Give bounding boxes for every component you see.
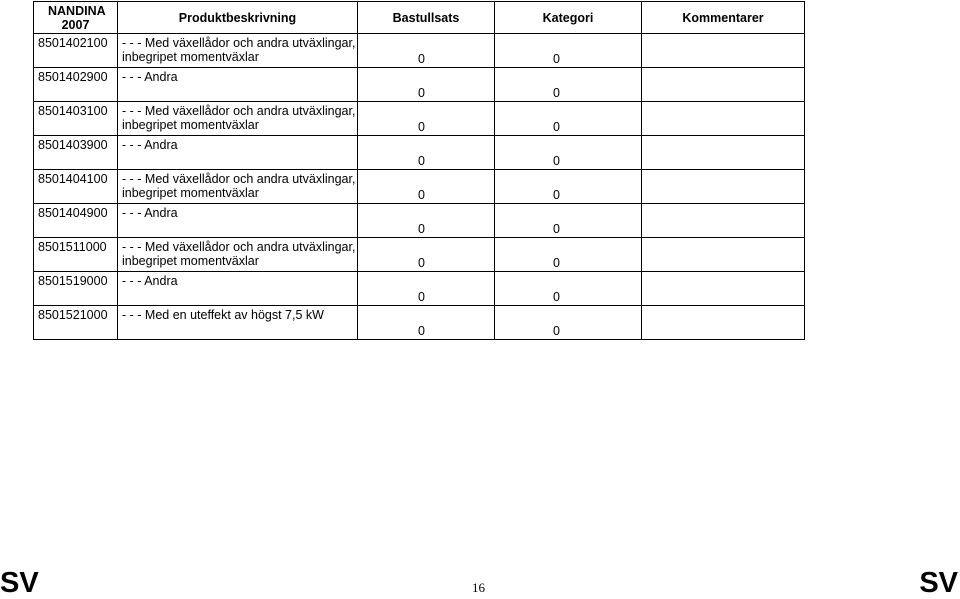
column-header-category: Kategori: [495, 2, 642, 34]
cell-category: [495, 170, 642, 204]
table-row: [34, 204, 805, 238]
cell-comments: [642, 306, 805, 340]
language-label-left: SV: [0, 567, 39, 599]
table-row: [34, 102, 805, 136]
cell-code: 8501402900: [34, 68, 118, 102]
column-header-base-rate: Bastullsats: [358, 2, 495, 34]
table-header-row: [34, 2, 805, 34]
category-value: 0: [553, 52, 560, 66]
table-row: [34, 272, 805, 306]
cell-category: [495, 136, 642, 170]
category-value: 0: [553, 222, 560, 236]
cell-base-rate: [358, 102, 495, 136]
cell-comments: [642, 136, 805, 170]
table-row: [34, 136, 805, 170]
category-value: 0: [553, 290, 560, 304]
cell-description: - - - Andra: [118, 272, 358, 306]
category-value: 0: [553, 188, 560, 202]
table-row: [34, 170, 805, 204]
cell-code: 8501404100: [34, 170, 118, 204]
cell-category: [495, 238, 642, 272]
cell-description: - - - Med växellådor och andra utväxlingar, inbegripet momentväxlar: [118, 238, 358, 272]
cell-code: 8501519000: [34, 272, 118, 306]
cell-base-rate: [358, 306, 495, 340]
cell-code: 8501402100: [34, 34, 118, 68]
cell-category: [495, 204, 642, 238]
cell-comments: [642, 34, 805, 68]
language-label-right: SV: [919, 567, 958, 599]
cell-base-rate: [358, 34, 495, 68]
cell-code: 8501511000: [34, 238, 118, 272]
cell-description: - - - Med växellådor och andra utväxlingar, inbegripet momentväxlar: [118, 34, 358, 68]
table-row: [34, 68, 805, 102]
column-header-description: Produktbeskrivning: [118, 2, 358, 34]
column-header-code: NANDINA 2007: [34, 2, 118, 34]
cell-base-rate: [358, 238, 495, 272]
category-value: 0: [553, 120, 560, 134]
base-rate-value: 0: [418, 324, 425, 338]
cell-code: 8501404900: [34, 204, 118, 238]
cell-comments: [642, 204, 805, 238]
cell-comments: [642, 102, 805, 136]
category-value: 0: [553, 324, 560, 338]
cell-category: [495, 68, 642, 102]
cell-comments: [642, 68, 805, 102]
cell-description: - - - Andra: [118, 204, 358, 238]
cell-comments: [642, 272, 805, 306]
page-number: 16: [472, 580, 485, 595]
cell-category: [495, 102, 642, 136]
cell-code: 8501521000: [34, 306, 118, 340]
cell-base-rate: [358, 136, 495, 170]
category-value: 0: [553, 154, 560, 168]
column-header-comments: Kommentarer: [642, 2, 805, 34]
category-value: 0: [553, 256, 560, 270]
cell-description: - - - Med växellådor och andra utväxlingar, inbegripet momentväxlar: [118, 102, 358, 136]
cell-category: [495, 272, 642, 306]
base-rate-value: 0: [418, 52, 425, 66]
cell-base-rate: [358, 204, 495, 238]
cell-category: [495, 34, 642, 68]
base-rate-value: 0: [418, 290, 425, 304]
table-row: [34, 306, 805, 340]
cell-base-rate: [358, 170, 495, 204]
cell-code: 8501403900: [34, 136, 118, 170]
cell-category: [495, 306, 642, 340]
table-body: [34, 34, 805, 340]
cell-description: - - - Andra: [118, 136, 358, 170]
category-value: 0: [553, 86, 560, 100]
base-rate-value: 0: [418, 222, 425, 236]
base-rate-value: 0: [418, 154, 425, 168]
cell-code: 8501403100: [34, 102, 118, 136]
table-row: [34, 238, 805, 272]
cell-description: - - - Med växellådor och andra utväxlingar, inbegripet momentväxlar: [118, 170, 358, 204]
cell-description: - - - Med en uteffekt av högst 7,5 kW: [118, 306, 358, 340]
base-rate-value: 0: [418, 120, 425, 134]
cell-description: - - - Andra: [118, 68, 358, 102]
base-rate-value: 0: [418, 86, 425, 100]
base-rate-value: 0: [418, 256, 425, 270]
cell-comments: [642, 170, 805, 204]
tariff-table: [33, 1, 805, 340]
table-row: [34, 34, 805, 68]
cell-base-rate: [358, 68, 495, 102]
cell-base-rate: [358, 272, 495, 306]
base-rate-value: 0: [418, 188, 425, 202]
cell-comments: [642, 238, 805, 272]
